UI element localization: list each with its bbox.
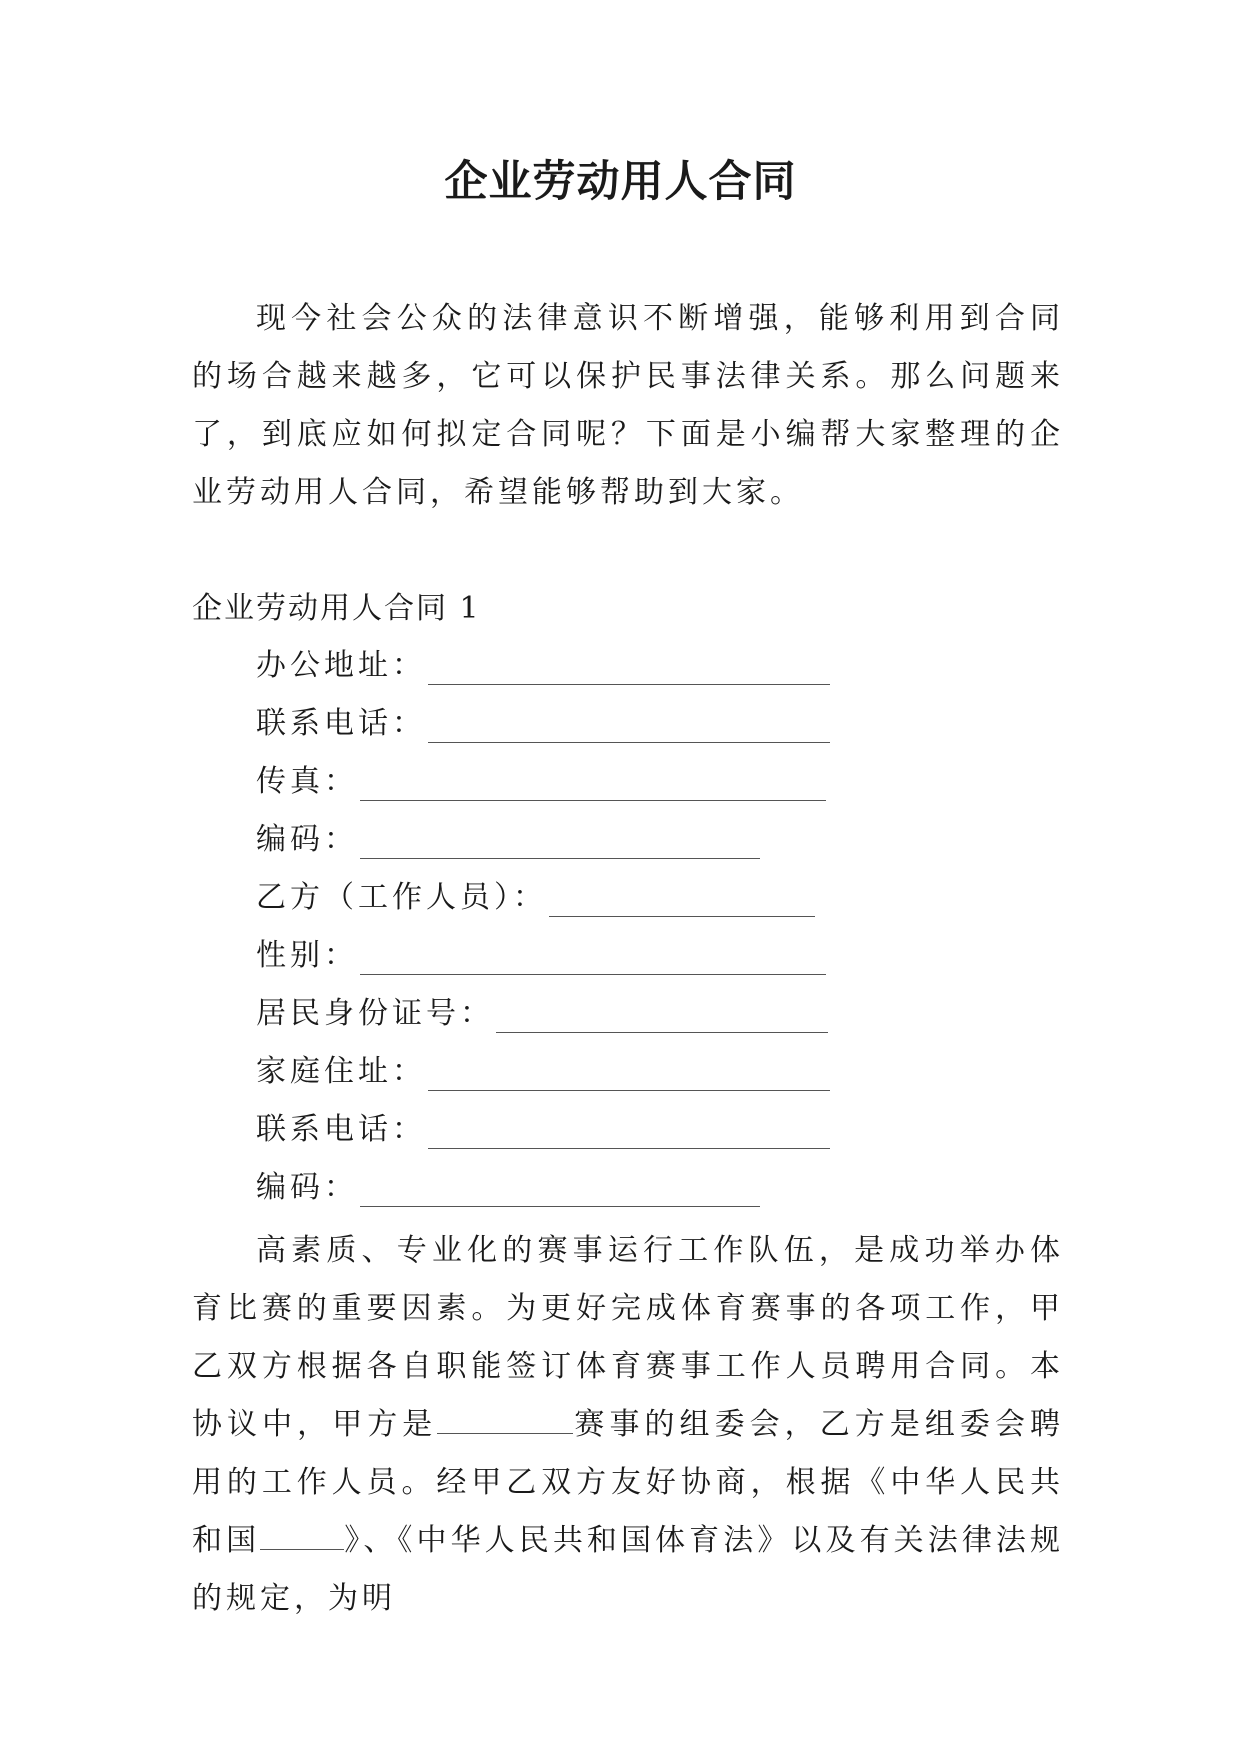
- field-label: 传真：: [256, 764, 358, 799]
- id-number-field: [256, 985, 830, 1043]
- field-label: 编码：: [256, 822, 358, 857]
- phone-field-2: [256, 1101, 830, 1159]
- gender-field: [256, 927, 830, 985]
- fill-in-blank: [428, 648, 830, 685]
- fill-in-blank: [428, 706, 830, 743]
- field-label: 编码：: [256, 1170, 358, 1205]
- home-address-field: [256, 1043, 830, 1101]
- contact-field-list: [256, 637, 830, 1217]
- fill-in-blank: [428, 1112, 830, 1149]
- field-label: 乙方（工作人员）：: [256, 880, 547, 915]
- party-b-field: [256, 869, 830, 927]
- field-label: 联系电话：: [256, 706, 426, 741]
- fill-in-blank: [428, 1054, 830, 1091]
- field-label: 办公地址：: [256, 648, 426, 683]
- body-text-part2: 赛事的组委会，乙方是组委会聘用的工作人员。经甲乙双方友好协商，根据《中华人民共和国: [192, 1407, 1065, 1558]
- phone-field: [256, 695, 830, 753]
- fill-in-blank: [360, 764, 826, 801]
- fax-field: [256, 753, 830, 811]
- inline-fill-blank: [260, 1519, 344, 1550]
- fill-in-blank: [496, 996, 828, 1033]
- fill-in-blank: [360, 822, 760, 859]
- field-label: 居民身份证号：: [256, 996, 494, 1031]
- fill-in-blank: [549, 880, 815, 917]
- postcode-field: [256, 811, 830, 869]
- intro-paragraph: 现今社会公众的法律意识不断增强，能够利用到合同的场合越来越多，它可以保护民事法律关系。那么问题来了，到底应如何拟定合同呢？下面是小编帮大家整理的企业劳动用人合同，希望能够帮助到大家。: [192, 301, 1064, 510]
- document-title: 企业劳动用人合同: [444, 157, 797, 207]
- body-text-part1: 高素质、专业化的赛事运行工作队伍，是成功举办体育比赛的重要因素。为更好完成体育赛事的各项工作，甲乙双方根据各自职能签订体育赛事工作人员聘用合同。本协议中，甲方是: [192, 1233, 1064, 1442]
- fill-in-blank: [360, 938, 826, 975]
- body-paragraph: [192, 1222, 1064, 1628]
- body-text-part3: 》、《中华人民共和国体育法》以及有关法律法规的规定，为明: [192, 1523, 1065, 1616]
- field-label: 性别：: [256, 938, 358, 973]
- fill-in-blank: [360, 1170, 760, 1207]
- section-title: 企业劳动用人合同 1: [192, 591, 481, 626]
- field-label: 联系电话：: [256, 1112, 426, 1147]
- inline-fill-blank: [437, 1403, 573, 1434]
- postcode-field-2: [256, 1159, 830, 1217]
- office-address-field: [256, 637, 830, 695]
- field-label: 家庭住址：: [256, 1054, 426, 1089]
